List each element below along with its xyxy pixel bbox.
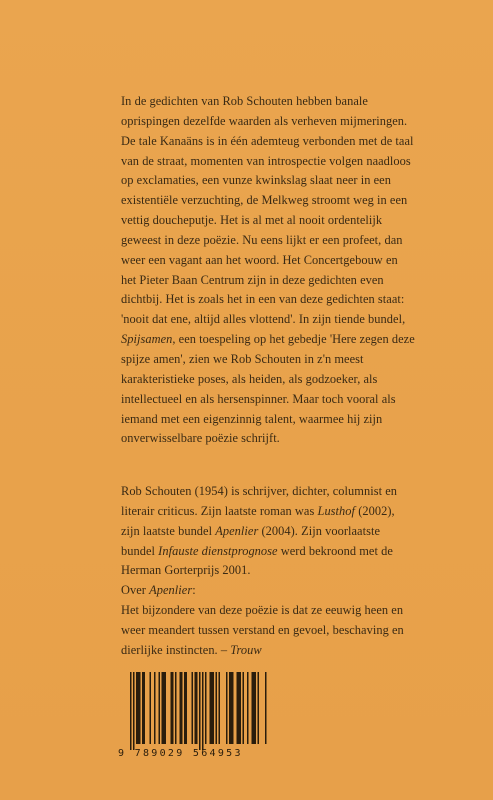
text-line [121,621,461,641]
text-run: Herman Gorterprijs 2001. [121,563,251,578]
text-run: onverwisselbare poëzie schrijft. [121,431,280,446]
barcode-bar [216,672,218,744]
text-run: op exclamaties, een vunze kwinkslag slaat neer in een [121,173,391,188]
text-line [121,390,461,410]
barcode-bar [205,672,207,744]
text-line [121,581,461,601]
barcode-bar [136,672,138,744]
text-line [121,561,461,581]
barcode-bar [255,672,257,744]
review-quote-paragraph [121,581,461,660]
text-line [121,132,461,152]
text-run: het Pieter Baan Centrum zijn in deze gedichten even [121,272,384,287]
barcode-bar [192,672,194,744]
barcode-bar [226,672,228,744]
text-line [121,370,461,390]
text-line [121,410,461,430]
barcode-bar [265,672,267,744]
barcode-bar [159,672,161,744]
barcode-bar [163,672,165,744]
text-run: existentiële verzuchting, de Melkweg stroomt weg in een [121,193,408,208]
text-run: vettig doucheputje. Het is al met al nooit ordentelijk [121,213,383,228]
barcode-bar [240,672,242,744]
italic-title: Apenlier [149,583,193,597]
barcode-bar [199,672,201,750]
text-run: bundel [121,543,159,558]
text-run: De tale Kanaäns is in één ademteug verbonden met de taal [121,133,414,148]
barcode-bar [247,672,249,744]
barcode-bars [118,672,268,750]
italic-title: Trouw [230,642,262,657]
text-run: (2002), [355,503,395,518]
barcode-bar [171,672,173,744]
barcode-bar [138,672,140,744]
barcode-bar [154,672,156,744]
text-run: weer meandert tussen verstand en gevoel, beschaving en [121,622,404,637]
barcode-bar [175,672,177,744]
barcode-bar [186,672,188,744]
text-run: weer een vagant aan het woord. Het Concertgebouw en [121,252,398,267]
text-line [121,171,461,191]
text-line [121,601,461,621]
text-run: Het bijzondere van deze poëzie is dat ze eeuwig heen en [121,602,404,617]
text-line [121,231,461,251]
barcode-bar [210,672,212,744]
barcode-bar [184,672,186,744]
italic-title: Infauste dienstprognose [158,543,278,558]
italic-title: Lusthof [317,503,356,518]
author-bio-paragraph [121,482,461,581]
text-line [121,522,461,542]
text-run: geweest in deze poëzie. Nu eens lijkt er een profeet, dan [121,232,403,247]
text-line [121,191,461,211]
text-line [121,290,461,310]
barcode-bar [253,672,255,744]
barcode-bar [202,672,204,750]
barcode-bar [229,672,231,744]
barcode-bar [142,672,144,744]
text-run: dichtbij. Het is zoals het in een van deze gedichten staat: [121,292,405,307]
text-line [121,330,461,350]
text-line [121,112,461,132]
barcode-bar [181,672,183,744]
barcode-bar [144,672,146,744]
text-line [121,310,461,330]
text-run: Rob Schouten (1954) is schrijver, dichter, columnist en [121,484,398,498]
barcode-bar [150,672,152,744]
text-run: Over [121,583,150,597]
text-run: literair criticus. Zijn laatste roman was [121,503,318,518]
barcode-bar [252,672,254,744]
barcode-bar [195,672,197,744]
barcode-bar [211,672,213,744]
text-run: werd bekroond met de [277,543,393,558]
barcode-bar [180,672,182,744]
text-line [121,92,461,112]
italic-title: Apenlier [215,523,259,538]
italic-title: Spijsamen [121,332,173,347]
text-run: oprispingen dezelfde waarden als verheven mijmeringen. [121,113,408,128]
text-line [121,350,461,370]
barcode-bar [238,672,240,744]
barcode-bar [231,672,233,744]
text-line [121,271,461,291]
text-run: van de straat, momenten van introspectie volgen naadloos [121,153,411,168]
text-line [121,251,461,271]
text-run: : [192,583,196,597]
barcode-bar [165,672,167,744]
barcode-bar [237,672,239,744]
barcode-bar [139,672,141,744]
text-run: (2004). Zijn voorlaatste [258,523,381,538]
barcode-bar [243,672,245,744]
barcode-bar [196,672,198,744]
text-run: intellectueel en als hersenspinner. Maar toch vooral als [121,391,396,406]
barcode-bar [258,672,260,744]
text-run: spijze amen', zien we Rob Schouten in z'n meest [121,351,364,366]
barcode-bar [219,672,221,744]
barcode-bar [130,672,132,750]
text-line [121,542,461,562]
text-run: 'nooit dat ene, altijd alles vlottend'. In zijn tiende bundel, [121,312,406,327]
isbn-barcode [118,672,268,766]
barcode-digits: 9 789029 564953 [118,748,243,759]
text-line [121,152,461,172]
text-line [121,502,461,522]
text-line [121,429,461,449]
text-line [121,211,461,231]
text-run: , een toespeling op het gebedje 'Here zegen deze [172,332,415,347]
text-run: dierlijke instincten. – [121,642,231,657]
text-run: zijn laatste bundel [121,523,216,538]
blurb-paragraph [121,92,461,449]
barcode-bar [133,672,135,750]
barcode-bar [162,672,164,744]
barcode-bar [232,672,234,744]
text-run: karakteristieke poses, als heiden, als godzoeker, als [121,371,378,386]
barcode-bar [172,672,174,744]
text-line [121,482,461,502]
text-run: In de gedichten van Rob Schouten hebben banale [121,94,368,108]
text-run: iemand met een eigenzinnig talent, waarmee hij zijn [121,411,383,426]
text-line [121,641,461,661]
barcode-bar [213,672,215,744]
